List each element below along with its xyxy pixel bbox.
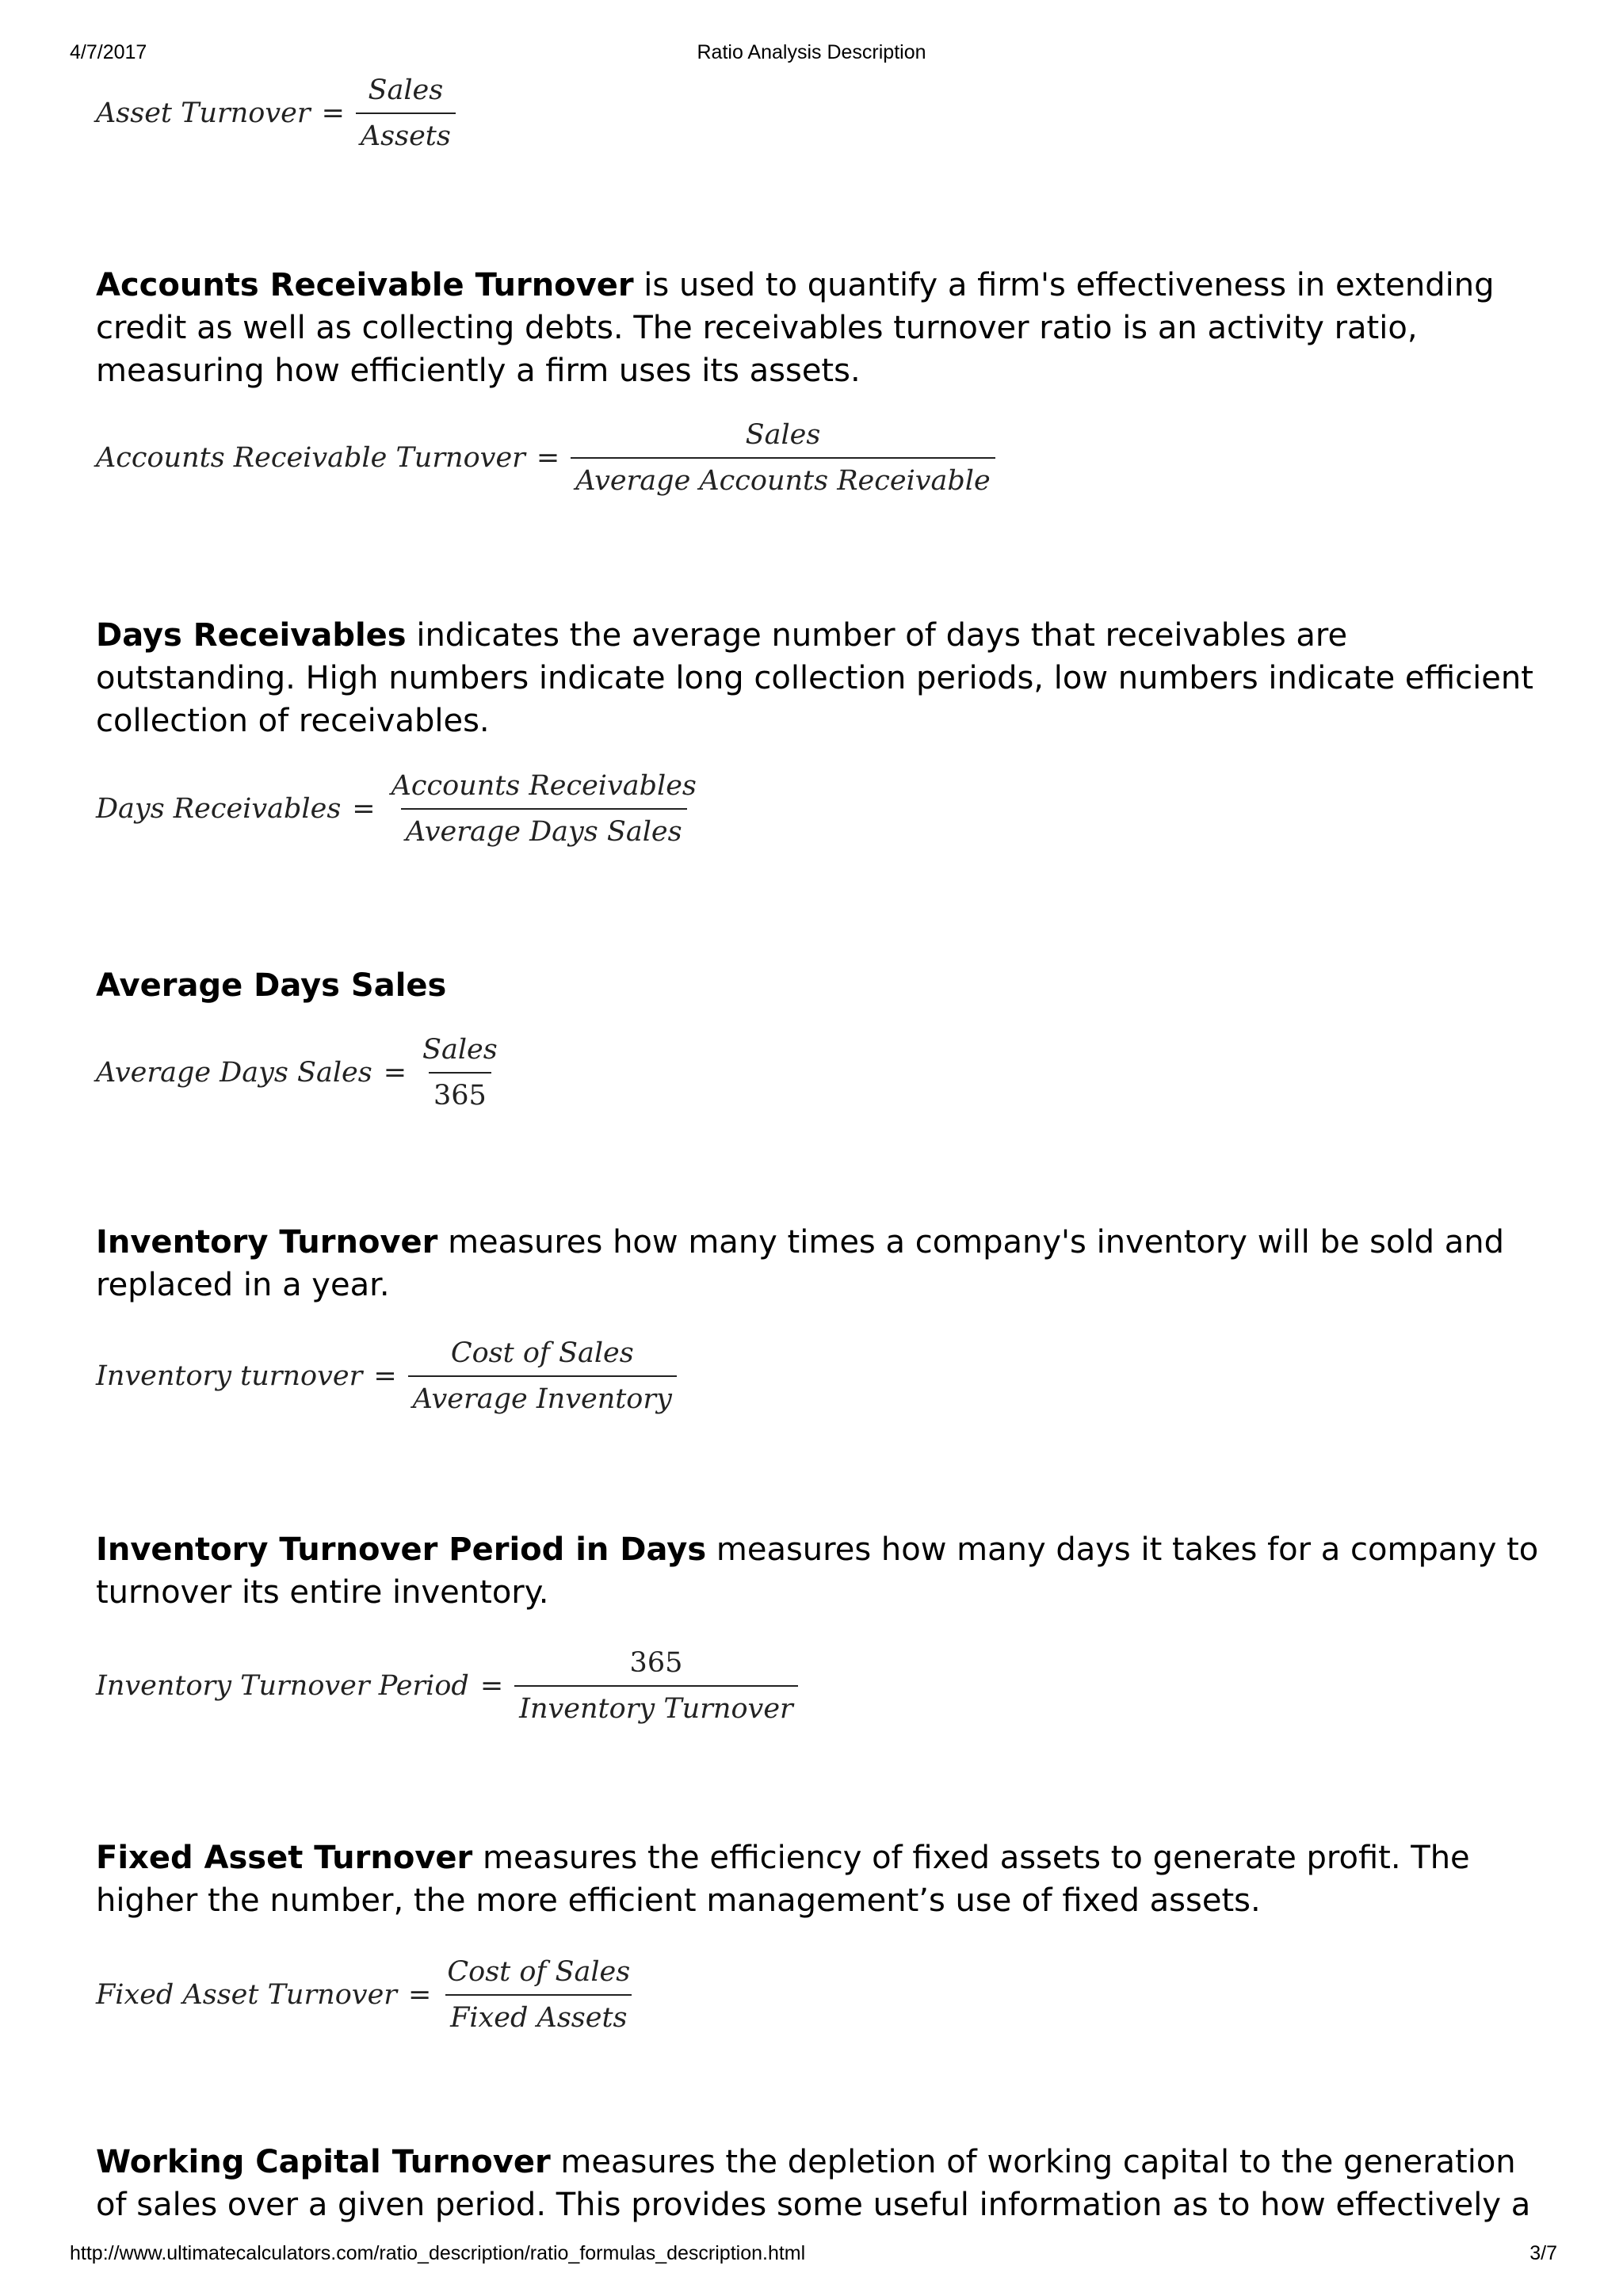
equals-sign: = <box>479 1670 504 1702</box>
formula-lhs: Accounts Receivable Turnover <box>96 442 525 474</box>
denominator: Assets <box>356 113 456 154</box>
description: measures the efficiency of fixed assets to generate profit. The higher the number, the more efficient management’s use of fixed assets. <box>96 1840 1470 1919</box>
fraction <box>418 1032 502 1113</box>
formula-asset-turnover <box>96 73 456 154</box>
formula-accounts-receivable-turnover <box>96 418 995 498</box>
fraction <box>408 1336 677 1417</box>
equals-sign: = <box>383 1057 407 1089</box>
description: measures how many days it takes for a company to turnover its entire inventory. <box>96 1531 1539 1611</box>
term: Inventory Turnover <box>96 1224 438 1261</box>
formula-lhs: Fixed Asset Turnover <box>96 1979 398 2011</box>
footer-page-number: 3/7 <box>1529 2242 1557 2264</box>
header-date: 4/7/2017 <box>70 41 147 63</box>
numerator: Accounts Receivables <box>391 770 697 802</box>
numerator: Sales <box>422 1034 498 1066</box>
description: measures the depletion of working capital to the generation of sales over a given period. This provides some useful information as to how effectively a <box>96 2144 1531 2223</box>
paragraph-inventory-turnover <box>96 1221 1546 1306</box>
numerator: Cost of Sales <box>447 1956 631 1988</box>
fraction <box>387 769 701 849</box>
description: is used to quantify a firm's effectiveness in extending credit as well as collecting debts. The receivables turnover ratio is an activity ratio, measuring how efficiently a firm uses its assets. <box>96 267 1495 389</box>
equals-sign: = <box>373 1360 397 1392</box>
fraction <box>442 1955 635 2035</box>
term: Inventory Turnover Period in Days <box>96 1531 707 1568</box>
denominator: Average Days Sales <box>401 808 687 849</box>
formula-days-receivables <box>96 769 701 849</box>
paragraph-accounts-receivable-turnover <box>96 264 1546 392</box>
fraction <box>356 73 456 154</box>
numerator: Sales <box>745 419 821 451</box>
numerator: 365 <box>629 1647 683 1679</box>
formula-inventory-turnover-period <box>96 1646 798 1726</box>
fraction <box>514 1646 798 1726</box>
formula-lhs: Days Receivables <box>96 793 342 825</box>
paragraph-inventory-turnover-period <box>96 1528 1546 1614</box>
formula-inventory-turnover <box>96 1336 677 1417</box>
denominator: Inventory Turnover <box>514 1685 798 1726</box>
paragraph-fixed-asset-turnover <box>96 1836 1546 1922</box>
term: Days Receivables <box>96 617 407 654</box>
formula-average-days-sales <box>96 1032 502 1113</box>
heading-average-days-sales: Average Days Sales <box>96 967 447 1004</box>
equals-sign: = <box>321 97 345 129</box>
equals-sign: = <box>408 1979 432 2011</box>
description: measures how many times a company's inventory will be sold and replaced in a year. <box>96 1224 1504 1303</box>
numerator: Cost of Sales <box>450 1337 634 1369</box>
denominator: Fixed Assets <box>445 1994 632 2035</box>
equals-sign: = <box>536 442 560 474</box>
denominator: Average Inventory <box>408 1375 677 1417</box>
denominator: 365 <box>429 1072 491 1113</box>
term: Working Capital Turnover <box>96 2144 551 2180</box>
footer-url: http://www.ultimatecalculators.com/ratio_description/ratio_formulas_description.html <box>70 2242 806 2264</box>
fraction <box>571 418 995 498</box>
paragraph-days-receivables <box>96 614 1546 742</box>
formula-lhs: Asset Turnover <box>96 97 311 129</box>
header-title: Ratio Analysis Description <box>697 41 926 63</box>
numerator: Sales <box>368 74 444 106</box>
term: Accounts Receivable Turnover <box>96 267 634 303</box>
description: indicates the average number of days that receivables are outstanding. High numbers indicate long collection periods, low numbers indicate efficient collection of receivables. <box>96 617 1533 739</box>
paragraph-working-capital-turnover <box>96 2141 1546 2226</box>
equals-sign: = <box>352 793 376 825</box>
formula-fixed-asset-turnover <box>96 1955 635 2035</box>
formula-lhs: Inventory turnover <box>96 1360 363 1392</box>
formula-lhs: Average Days Sales <box>96 1057 372 1089</box>
term: Fixed Asset Turnover <box>96 1840 473 1876</box>
formula-lhs: Inventory Turnover Period <box>96 1670 469 1702</box>
denominator: Average Accounts Receivable <box>571 457 995 498</box>
